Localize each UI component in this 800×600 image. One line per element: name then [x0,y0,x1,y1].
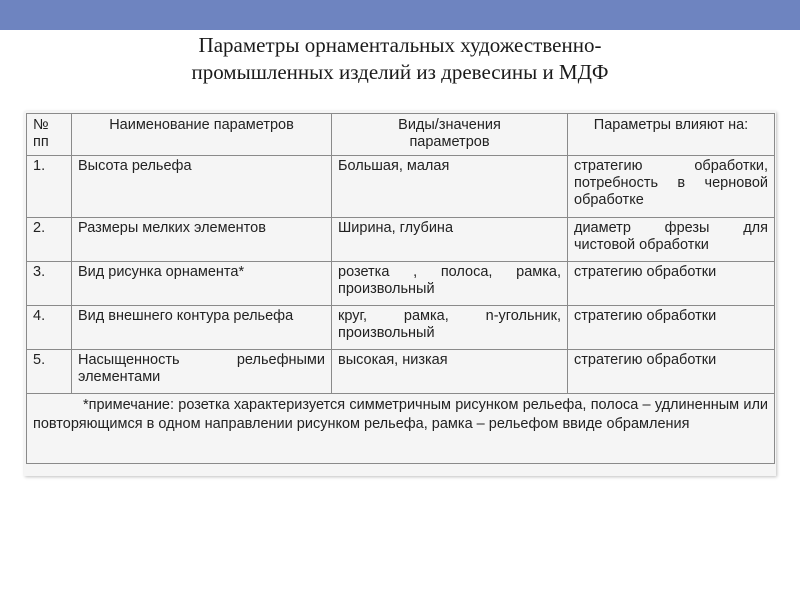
row-parameter-values: круг, рамка, n-угольник, произвольный [332,306,568,350]
table-row [27,218,775,262]
top-decor-band [0,0,800,30]
header-values-line-1: Виды/значения [398,117,501,133]
row-affects: стратегию обработки [568,306,775,350]
row-parameter-values: высокая, низкая [332,350,568,394]
row-parameter-name: Вид рисунка орнамента* [72,262,332,306]
header-parameter-values [332,114,568,156]
header-number-line-1: № [33,117,49,133]
row-number: 1. [27,156,72,218]
row-parameter-name: Насыщенность рельефными элементами [72,350,332,394]
slide-title-line-2: промышленных изделий из древесины и МДФ [191,60,609,84]
table-image-frame [24,111,776,476]
row-parameter-name: Вид внешнего контура рельефа [72,306,332,350]
row-affects: стратегию обработки [568,262,775,306]
table-row [27,350,775,394]
table-row [27,306,775,350]
header-parameter-name: Наименование параметров [72,114,332,156]
row-number: 5. [27,350,72,394]
row-number: 4. [27,306,72,350]
header-affects: Параметры влияют на: [568,114,775,156]
table-header-row [27,114,775,156]
row-parameter-values: Ширина, глубина [332,218,568,262]
header-number [27,114,72,156]
row-parameter-name: Высота рельефа [72,156,332,218]
row-parameter-values: Большая, малая [332,156,568,218]
row-parameter-name: Размеры мелких элементов [72,218,332,262]
row-affects: стратегию обработки [568,350,775,394]
parameters-table [26,113,775,464]
header-values-line-2: параметров [409,134,490,150]
row-affects: диаметр фрезы для чистовой обработки [568,218,775,262]
row-affects: стратегию обработки, потребность в черновой обработке [568,156,775,218]
slide-title-line-1: Параметры орнаментальных художественно- [198,33,602,57]
row-parameter-values: розетка , полоса, рамка, произвольный [332,262,568,306]
row-number: 3. [27,262,72,306]
header-number-line-2: пп [33,134,49,150]
row-number: 2. [27,218,72,262]
table-row [27,156,775,218]
table-note-row [27,394,775,464]
slide-title [0,32,800,86]
table-footnote: *примечание: розетка характеризуется симметричным рисунком рельефа, полоса – удлиненным или повторяющимся в одном направлении рисунком рельефа, рамка – рельефом ввиде обрамления [27,394,775,464]
table-row [27,262,775,306]
